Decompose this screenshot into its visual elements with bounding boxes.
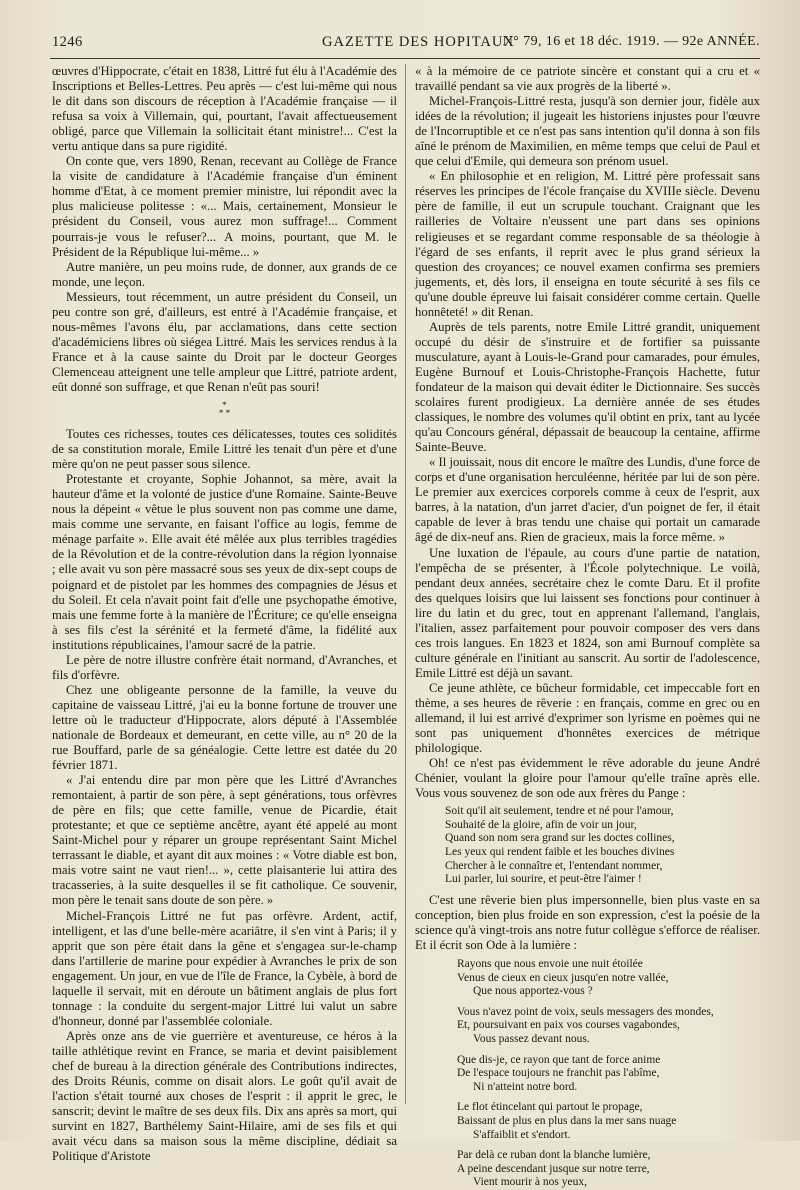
paragraph: œuvres d'Hippocrate, c'était en 1838, Littré fut élu à l'Académie des Inscriptions et Belles-Lettres. Peu après — c'est lui-même qui nous le dit dans son discours de réception à l'Académie française — il refusa sa voix à Villemain, qui, pourtant, l'avait affectueusement obligé, parce que Villemain la sollicitait étant ministre!... C'est la vertu antique dans sa pure rigidité. — [52, 64, 397, 154]
paragraph: Toutes ces richesses, toutes ces délicatesses, toutes ces solidités de sa constitution morale, Emile Littré les tenait d'un père et d'une mère qu'on ne peut passer sous silence. — [52, 427, 397, 472]
poem-line: Souhaité de la gloire, afin de voir un jour, — [445, 818, 637, 831]
paragraph: Protestante et croyante, Sophie Johannot, sa mère, avait la hauteur d'âme et la volonté de justice d'une Romaine. Sainte-Beuve nous la dépeint « vêtue le plus souvent non pas comme une dame, mais comme une servante, en faisant l'office au logis, femme de ménage parfaite ». Elle avait été mêlée aux plus terribles tragédies de la Révolution et de la contre-révolution dans la région lyonnaise ; elle avait vu son père massacré sous ses yeux de dix-sept coups de poignard et de pistolet par les hommes des compagnies de Jésus et du Soleil. Et cela n'avait point fait d'elle une psychopathe émotive, mais une femme forte à la manière de l'Écriture; ce qu'elle enseigna à ses fils c'est la sérénité et la fermeté d'âme, la fidélité aux institutions républicaines, l'amour sacré de la patrie. — [52, 472, 397, 652]
header-rule — [50, 58, 760, 59]
poem-line: Venus de cieux en cieux jusqu'en notre vallée, — [457, 971, 669, 984]
paragraph: C'est une rêverie bien plus impersonnelle, bien plus vaste en sa conception, bien plus froide en son expression, c'est la poésie de la science qu'à vingt-trois ans notre futur collègue s'efforce de réaliser. Et il écrit son Ode à la lumière : — [415, 892, 760, 952]
paragraph: Auprès de tels parents, notre Emile Littré grandit, uniquement occupé du désir de s'instruire et de fortifier sa puissante musculature, ayant à Louis-le-Grand pour camarades, pour émules, Eugène Burnouf et Louis-Christophe-François Hachette, futur fondateur de la maison qui devait éditer le Dictionnaire. Ses succès scolaires furent prodigieux. La dernière année de ses études classiques, le nombre des volumes qu'il obtint en prix, tant au lycée qu'au Concours général, dépassait de beaucoup la centaine, affirme Sainte-Beuve. — [415, 319, 760, 455]
paragraph: Ce jeune athlète, ce bûcheur formidable, cet impeccable fort en thème, a ses heures de rêverie : en français, comme en grec ou en allemand, il lui est arrivé d'exprimer son lyrisme en poèmes qui ne sont pas uniquement d'honnêtes exercices de métrique philologique. — [415, 680, 760, 756]
poem-line: Vous n'avez point de voix, seuls messagers des mondes, — [457, 1005, 714, 1018]
poem-line: Rayons que nous envoie une nuit étoilée — [457, 958, 643, 971]
paragraph: Autre manière, un peu moins rude, de donner, aux grands de ce monde, une leçon. — [52, 259, 397, 289]
poem-line: De l'espace toujours ne franchit pas l'abîme, — [457, 1067, 660, 1080]
page-header — [52, 34, 760, 56]
paragraph: Messieurs, tout récemment, un autre président du Conseil, un peu contre son gré, d'ailleurs, est entré à l'Académie française, et nous-mêmes l'avons élu, par acclamations, dans cette section d'académiciens libres où siégea Littré. Mais les services rendus à la France et à la cause sainte du Droit par le docteur Georges Clemenceau atteignent une telle ampleur que Littré, patriote ardent, eût donné son suffrage, et que Renan n'eût pas souri! — [52, 289, 397, 394]
poem-line: Lui parler, lui sourire, et peut-être l'aimer ! — [445, 873, 642, 886]
poem-line: Par delà ce ruban dont la blanche lumière, — [457, 1149, 651, 1162]
paragraph: Michel-François-Littré resta, jusqu'à son dernier jour, fidèle aux idées de la révolution; il jugeait les historiens injustes pour l'œuvre de l'Incorruptible et ce n'est pas sans intention qu'il donna à son fils aîné le prénom de Maximilien, en même temps que celui de Paul et que celui d'Emile, qui demeura son prénom usuel. — [415, 94, 760, 169]
poem-line: Les yeux qui rendent faible et les bouches divines — [445, 846, 675, 859]
paragraph: Une luxation de l'épaule, au cours d'une partie de natation, l'empêcha de se présenter, à l'École polytechnique. Le voilà, pendant deux années, secrétaire chez le comte Daru. Et il profite des quelques loisirs que lui laissent ses fonctions pour continuer à lire du latin et du grec, tout en apprenant l'allemand, l'anglais, l'italien, assez parfaitement pour pouvoir composer des vers dans ces trois langues. En 1823 et 1824, son ami Burnouf complète sa culture générale en l'initiant au sanscrit. Au sortir de l'adolescence, Emile Littré est déjà un savant. — [415, 545, 760, 680]
poem-line: Quand son nom sera grand sur les doctes collines, — [445, 832, 675, 845]
paragraph: Oh! ce n'est pas évidemment le rêve adorable du jeune André Chénier, voulant la gloire pour l'amour qu'elle traîne après elle. Vous vous souvenez de son ode aux frères du Pange : — [415, 756, 760, 801]
poem-line: Que dis-je, ce rayon que tant de force anime — [457, 1053, 661, 1066]
poem-line: Que nous apportez-vous ? — [473, 985, 593, 998]
left-column — [52, 64, 397, 1164]
paragraph: « J'ai entendu dire par mon père que les Littré d'Avranches remontaient, à partir de son père, à sept générations, tous orfèvres de père en fils; que cette famille, venue de Picardie, était protestante; et que ce septième ancêtre, ayant été appelé au mont Saint-Michel pour y réparer un groupe représentant Saint Michel terrassant le diable, et ayant dit aux moines : « Votre diable est bon, mais votre saint ne vaut rien!... », cette plaisanterie lui attira des tracasseries, à la suite desquelles il se fit catholique. Ce souvenir, mon père le tenait sans doute de son père. » — [52, 773, 397, 908]
poem-line: Chercher à le connaître et, l'entendant nommer, — [445, 859, 663, 872]
ode-a-la-lumiere — [415, 958, 760, 1190]
chenier-poem — [415, 805, 760, 887]
section-separator-asterism: * * * — [218, 400, 231, 419]
paragraph: « En philosophie et en religion, M. Littré père professait sans réserves les principes de l'école française du XVIIIe siècle. Devenu père de famille, il eut un scrupule touchant. Craignant que les railleries de Voltaire n'eussent une part dans ses opinions religieuses et se regardant comme responsable de sa théologie à l'égard de ses enfants, il reprit avec le plus grand sérieux la question des croyances; ce nouvel examen confirma ses premiers jugements, et, dès lors, il enseigna en toute sécurité à ses fils ce qu'une double épreuve lui faisait considérer comme certain. Quelle honnêteté! » dit Renan. — [415, 169, 760, 319]
poem-line: Vous passez devant nous. — [473, 1033, 590, 1046]
paragraph: Chez une obligeante personne de la famille, la veuve du capitaine de vaisseau Littré, j'ai eu la bonne fortune de trouver une lettre où le traducteur d'Hippocrate, alors député à l'Assemblée nationale de Bordeaux et demeurant, en cette ville, au n° 20 de la rue Bouffard, parle de sa généalogie. Cette lettre est datée du 20 février 1871. — [52, 682, 397, 773]
column-divider — [405, 64, 406, 1104]
poem-line: Baissant de plus en plus dans la mer sans nuage — [457, 1114, 677, 1127]
page-number: 1246 — [52, 34, 83, 50]
poem-line: Le flot étincelant qui partout le propage, — [457, 1101, 643, 1114]
journal-title: GAZETTE DES HOPITAUX — [322, 34, 515, 50]
poem-line: Ni n'atteint notre bord. — [473, 1080, 578, 1093]
paragraph: Michel-François Littré ne fut pas orfèvre. Ardent, actif, intelligent, et las d'une belle-mère acariâtre, il s'en vint à Paris; il y apprit que son père était dans la gêne et s'engagea sur-le-champ dans l'artillerie de marine pour expédier à Avranches le prix de son engagement. Un jour, en vue de l'île de France, la Cybèle, à bord de laquelle il servait, mit en déroute un bâtiment anglais de plus fort tonnage : la conduite du sergent-major Littré lui valut un sabre d'honneur, donné par l'assemblée coloniale. — [52, 908, 397, 1028]
paragraph: Après onze ans de vie guerrière et aventureuse, ce héros à la taille athlétique revint en France, se maria et devint paisiblement chef de bureau à la direction générale des Contributions indirectes, des Droits Réunis, comme on disait alors. Le goût qu'il avait de l'action s'était tourné aux choses de l'esprit : il apprit le grec, le sanscrit; devint le maître de ses deux fils. Dix ans après sa mort, qui survint en 1827, Barthélemy Saint-Hilaire, ami de ses fils et qui avait vécu dans sa maison sous la même discipline, dédiait sa Politique d'Aristote — [52, 1028, 397, 1164]
issue-line: N° 79, 16 et 18 déc. 1919. — 92e ANNÉE. — [502, 34, 760, 49]
poem-line: Soit qu'il ait seulement, tendre et né pour l'amour, — [445, 805, 674, 818]
poem-line: Et, poursuivant en paix vos courses vagabondes, — [457, 1019, 680, 1032]
right-column — [415, 64, 760, 1190]
poem-line: A peine descendant jusque sur notre terre, — [457, 1162, 650, 1175]
paragraph: On conte que, vers 1890, Renan, recevant au Collège de France la visite de candidature à l'Académie française d'un éminent homme d'Etat, à ce moment premier ministre, lui répondit avec la plus malicieuse politesse : «... Mais, certainement, Monsieur le président du Conseil, vous aurez mon suffrage!... Comment pourrais-je vous le refuser?... A moins, pourtant, que M. le Président de la République lui-même... » — [52, 154, 397, 259]
paragraph: « à la mémoire de ce patriote sincère et constant qui a cru et « travaillé pendant sa vie aux progrès de la liberté ». — [415, 64, 760, 94]
paragraph: Le père de notre illustre confrère était normand, d'Avranches, et fils d'orfèvre. — [52, 652, 397, 682]
paragraph: « Il jouissait, nous dit encore le maître des Lundis, d'une force de corps et d'une organisation herculéenne, héritée par lui de son père. Le premier aux exercices corporels comme à ceux de l'esprit, aux barres, à la natation, d'un jarret d'acier, d'un poignet de fer, il était capable de lever à bras tendu une chaise qui portait un camarade âgé de dix-neuf ans. Rien de gracieux, mais la force même. » — [415, 455, 760, 545]
poem-line: Vient mourir à nos yeux, — [473, 1176, 587, 1189]
poem-line: S'affaiblit et s'endort. — [473, 1128, 571, 1141]
